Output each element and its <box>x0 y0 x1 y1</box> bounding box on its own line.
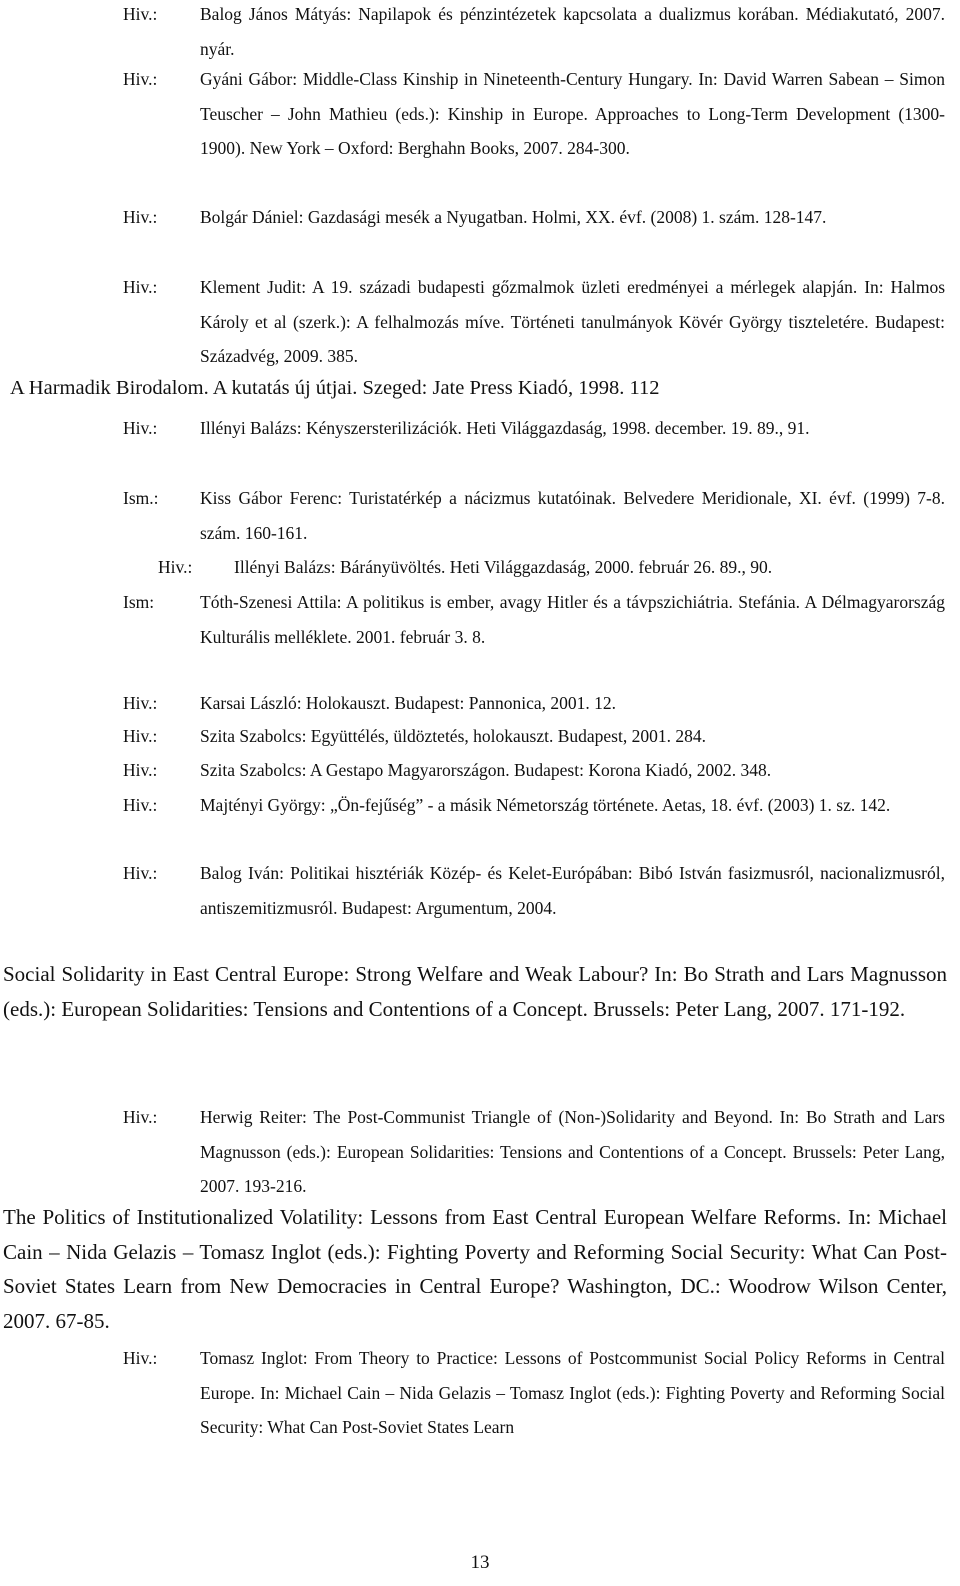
reference-label: Ism.: <box>123 488 159 508</box>
reference-text: Tóth-Szenesi Attila: A politikus is ember, avagy Hitler és a távpszichiátria. Stefánia. A Délmagyarország Kulturális melléklete. 2001. február 3. 8. <box>200 592 945 647</box>
reference-text: Illényi Balázs: Kényszersterilizációk. Heti Világgazdaság, 1998. december. 19. 89., 91. <box>200 418 810 438</box>
reference-text: Herwig Reiter: The Post-Communist Triangle of (Non-)Solidarity and Beyond. In: Bo Strath and Lars Magnusson (eds.): European Solidarities: Tensions and Contentions of a Concept. Brussels: Peter Lang, 2007. 193-216. <box>200 1107 945 1196</box>
reference-text: Klement Judit: A 19. századi budapesti gőzmalmok üzleti eredményei a mérlegek alapján. In: Halmos Károly et al (szerk.): A felhalmozás míve. Történeti tanulmányok Kövér György tiszteletére. Budapest: Századvég, 2009. 385. <box>200 277 945 366</box>
reference-text: Majtényi György: „Ön-fejűség” - a másik Németország története. Aetas, 18. évf. (2003) 1. sz. 142. <box>200 795 891 815</box>
reference-label: Hiv.: <box>123 1107 158 1127</box>
reference-text: Illényi Balázs: Bárányüvöltés. Heti Világgazdaság, 2000. február 26. 89., 90. <box>234 557 773 577</box>
reference-label: Hiv.: <box>123 1348 158 1368</box>
reference-label: Hiv.: <box>123 693 158 713</box>
reference-text: Karsai László: Holokauszt. Budapest: Pannonica, 2001. 12. <box>200 693 617 713</box>
reference-text: Szita Szabolcs: A Gestapo Magyarországon. Budapest: Korona Kiadó, 2002. 348. <box>200 760 772 780</box>
page-number: 13 <box>470 1552 490 1573</box>
reference-label: Hiv.: <box>123 418 158 438</box>
reference-label: Hiv.: <box>123 760 158 780</box>
reference-text: Kiss Gábor Ferenc: Turistatérkép a nácizmus kutatóinak. Belvedere Meridionale, XI. évf. (1999) 7-8. szám. 160-161. <box>200 488 945 543</box>
reference-text: Balog János Mátyás: Napilapok és pénzintézetek kapcsolata a dualizmus korában. Médiakutató, 2007. nyár. <box>200 4 945 59</box>
section-heading: Social Solidarity in East Central Europe: Strong Welfare and Weak Labour? In: Bo Strath and Lars Magnusson (eds.): European Solidarities: Tensions and Contentions of a Concept. Brussels: Peter Lang, 2007. 171-192. <box>3 962 947 1021</box>
reference-label: Hiv.: <box>123 277 158 297</box>
reference-label: Hiv.: <box>123 863 158 883</box>
reference-label: Hiv.: <box>123 69 158 89</box>
reference-label: Hiv.: <box>123 207 158 227</box>
reference-text: Tomasz Inglot: From Theory to Practice: Lessons of Postcommunist Social Policy Reforms in Central Europe. In: Michael Cain – Nida Gelazis – Tomasz Inglot (eds.): Fighting Poverty and Reforming Social Security: What Can Post-Soviet States Learn <box>200 1348 945 1437</box>
reference-label: Hiv.: <box>158 557 193 577</box>
reference-text: Balog Iván: Politikai hisztériák Közép- és Kelet-Európában: Bibó István fasizmusról, nacionalizmusról, antiszemitizmusról. Budapest: Argumentum, 2004. <box>200 863 945 918</box>
section-heading: A Harmadik Birodalom. A kutatás új útjai. Szeged: Jate Press Kiadó, 1998. 112 <box>10 377 660 399</box>
reference-text: Gyáni Gábor: Middle-Class Kinship in Nineteenth-Century Hungary. In: David Warren Sabean – Simon Teuscher – John Mathieu (eds.): Kinship in Europe. Approaches to Long-Term Development (1300-1900). New York – Oxford: Berghahn Books, 2007. 284-300. <box>200 69 945 158</box>
reference-label: Hiv.: <box>123 4 158 24</box>
reference-label: Hiv.: <box>123 795 158 815</box>
reference-label: Ism: <box>123 592 155 612</box>
section-heading: The Politics of Institutionalized Volatility: Lessons from East Central European Welfare Reforms. In: Michael Cain – Nida Gelazis – Tomasz Inglot (eds.): Fighting Poverty and Reforming Social Security: What Can Post-Soviet States Learn from New Democracies in Central Europe? Washington, DC.: Woodrow Wilson Center, 2007. 67-85. <box>3 1205 947 1333</box>
reference-label: Hiv.: <box>123 726 158 746</box>
reference-text: Bolgár Dániel: Gazdasági mesék a Nyugatban. Holmi, XX. évf. (2008) 1. szám. 128-147. <box>200 207 827 227</box>
reference-text: Szita Szabolcs: Együttélés, üldöztetés, holokauszt. Budapest, 2001. 284. <box>200 726 706 746</box>
